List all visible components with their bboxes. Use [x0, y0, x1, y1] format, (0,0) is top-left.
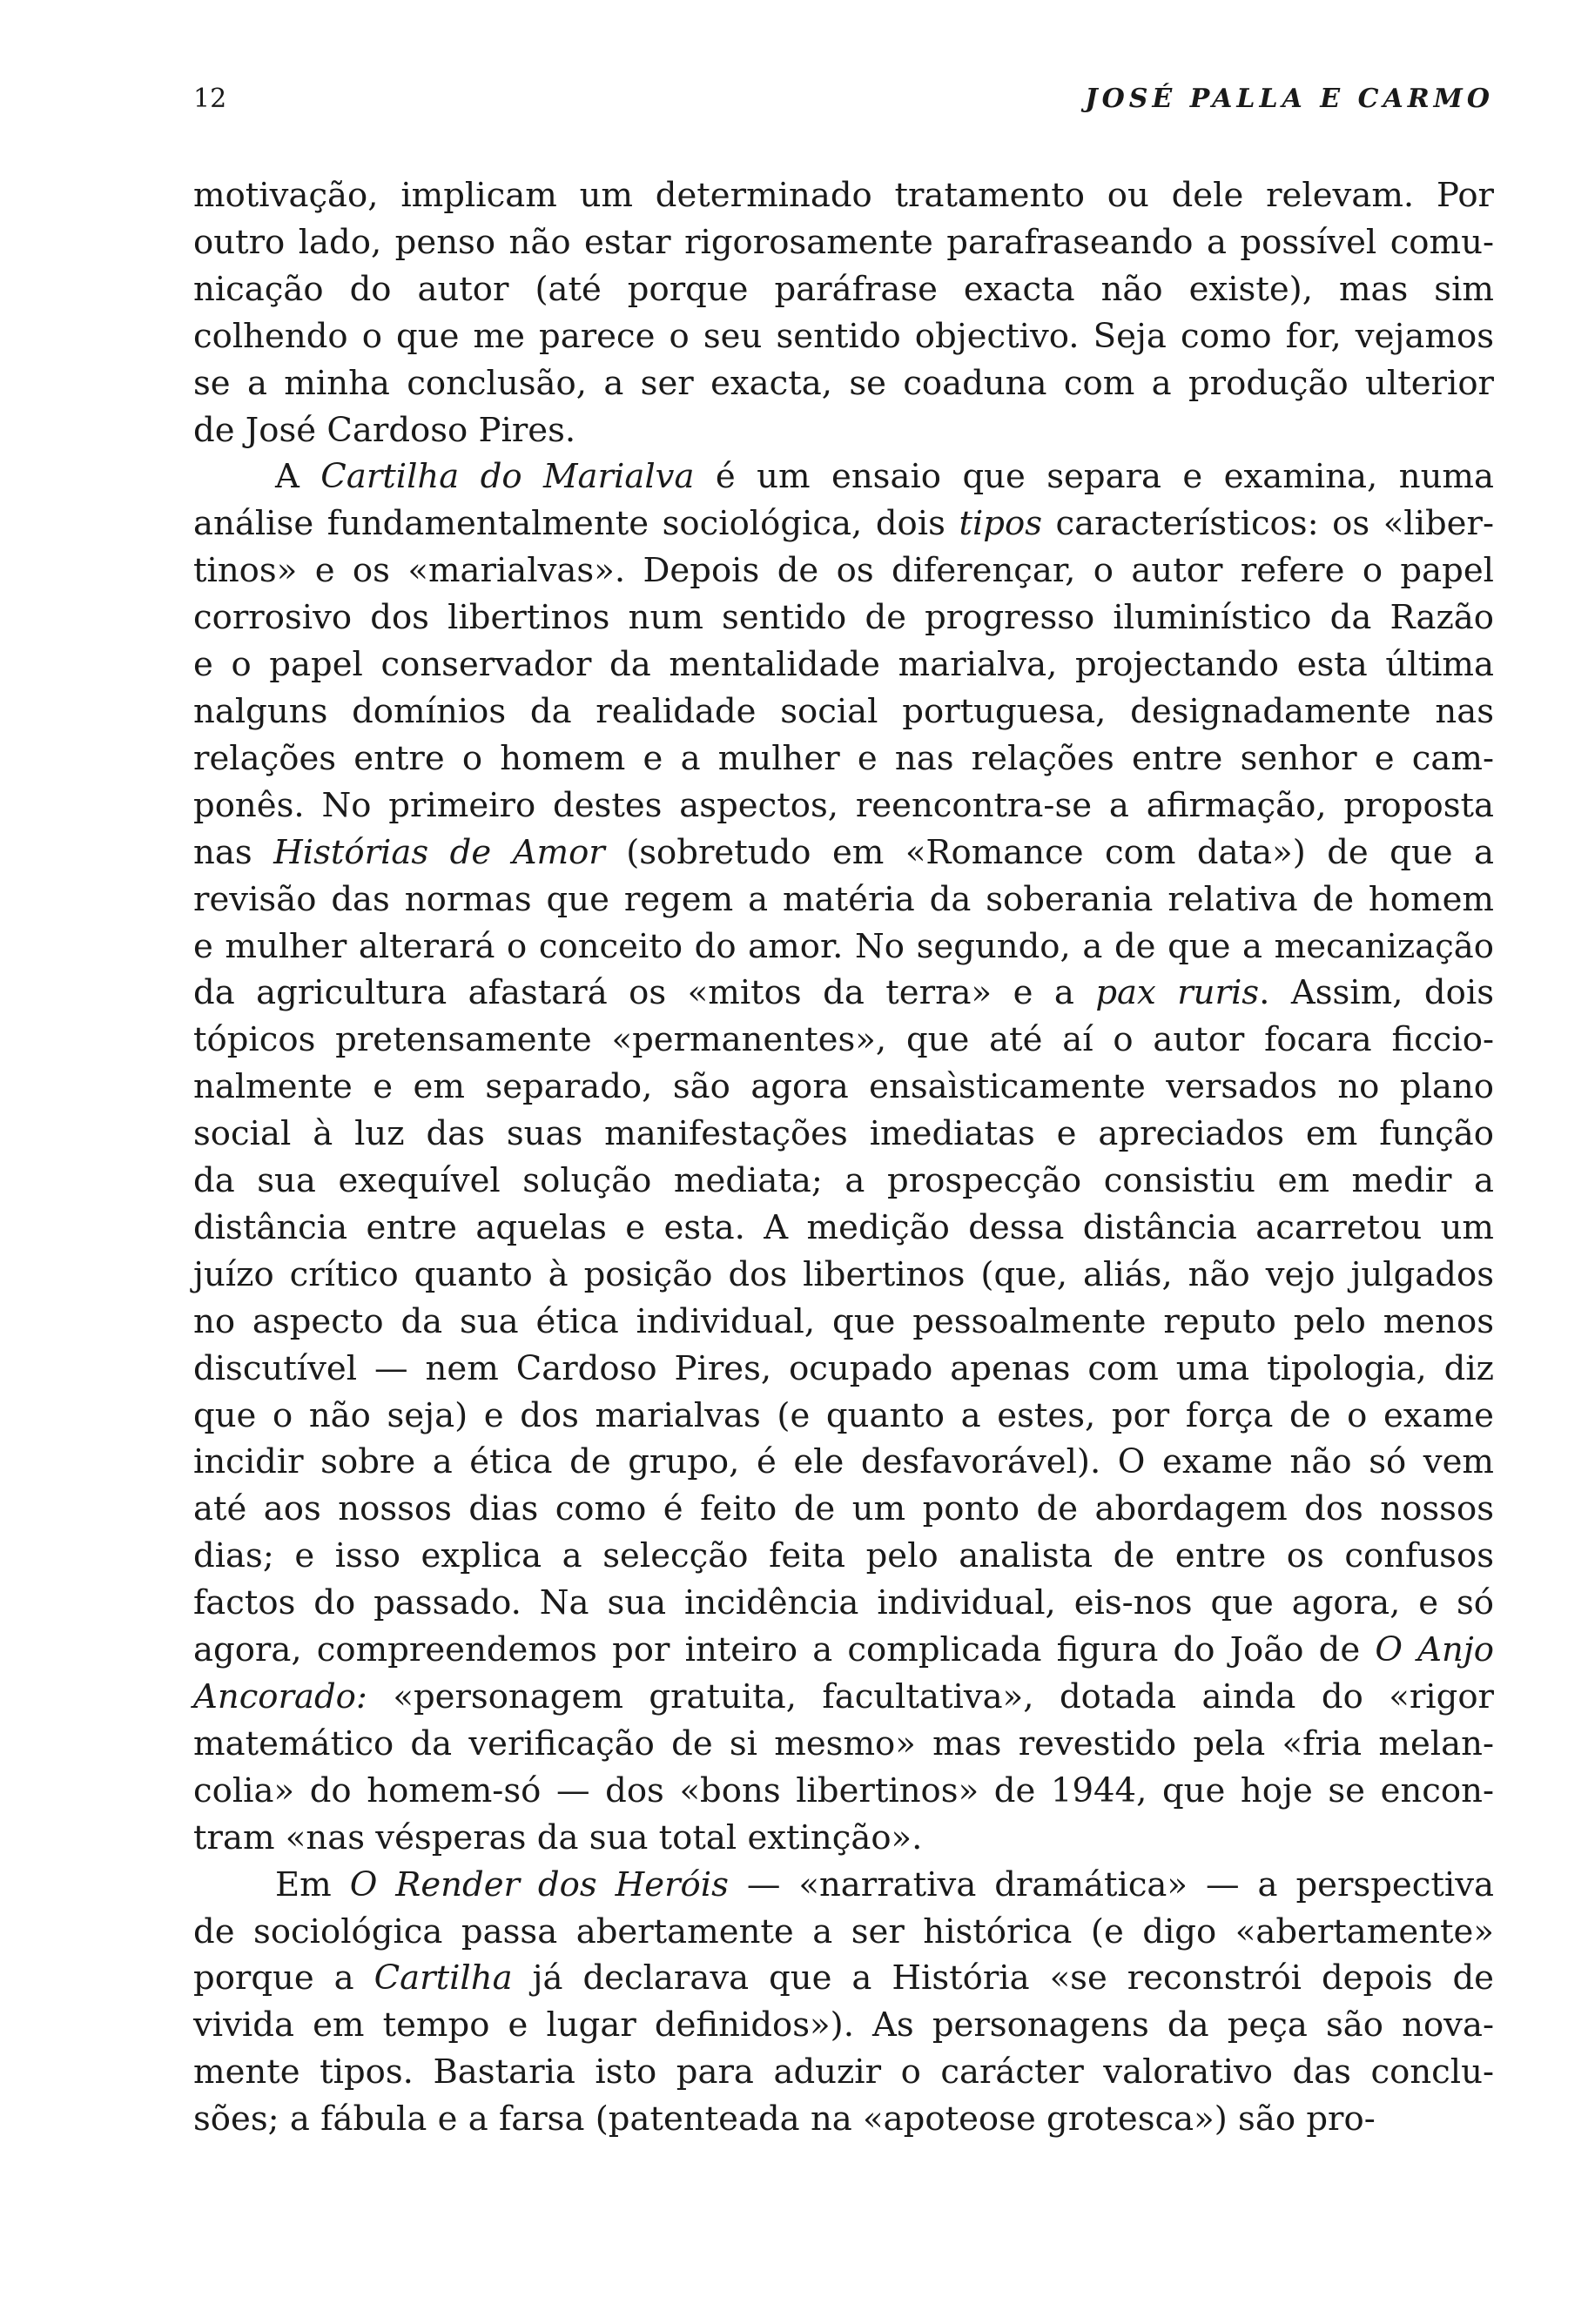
text-line: motivação, implicam um determinado tratamento ou dele relevam. Por — [193, 176, 1494, 215]
text-line: da agricultura afastará os «mitos da terra» e a pax ruris. Assim, dois — [193, 973, 1494, 1013]
running-head: JOSÉ PALLA E CARMO — [1085, 84, 1494, 114]
text-line: análise fundamentalmente sociológica, dois tipos característicos: os «liber- — [193, 504, 1494, 544]
paragraph-2 — [193, 453, 1494, 1861]
text-line: e o papel conservador da mentalidade marialva, projectando esta última — [193, 645, 1494, 685]
text-line: relações entre o homem e a mulher e nas relações entre senhor e cam- — [193, 738, 1494, 778]
text-line: nalguns domínios da realidade social portuguesa, designadamente nas — [193, 691, 1494, 731]
text-line: da sua exequível solução mediata; a prospecção consistiu em medir a — [193, 1161, 1494, 1201]
italic-title: tipos — [959, 504, 1042, 544]
italic-title: pax ruris — [1095, 973, 1260, 1013]
text-line: mente tipos. Bastaria isto para aduzir o carácter valorativo das conclu- — [193, 2052, 1494, 2092]
text-line: agora, compreendemos por inteiro a complicada figura do João de O Anjo — [193, 1630, 1494, 1670]
text-line: no aspecto da sua ética individual, que pessoalmente reputo pelo menos — [193, 1301, 1494, 1341]
text-line: colia» do homem-só — dos «bons libertinos» de 1944, que hoje se encon- — [193, 1770, 1494, 1810]
text-line: corrosivo dos libertinos num sentido de progresso iluminístico da Razão — [193, 598, 1494, 638]
text-line: tópicos pretensamente «permanentes», que até aí o autor focara ficcio- — [193, 1020, 1494, 1060]
text-line: discutível — nem Cardoso Pires, ocupado apenas com uma tipologia, diz — [193, 1348, 1494, 1388]
italic-title: Histórias de Amor — [273, 832, 605, 872]
text-line: dias; e isso explica a selecção feita pelo analista de entre os confusos — [193, 1536, 1494, 1576]
text-line: nas Histórias de Amor (sobretudo em «Romance com data») de que a — [193, 832, 1495, 872]
text-line: outro lado, penso não estar rigorosamente parafraseando a possível comu- — [193, 222, 1494, 262]
text-line: colhendo o que me parece o seu sentido objectivo. Seja como for, vejamos — [193, 316, 1494, 356]
text-line: incidir sobre a ética de grupo, é ele desfavorável). O exame não só vem — [193, 1442, 1494, 1482]
text-line: nicação do autor (até porque paráfrase exacta não existe), mas sim — [193, 269, 1494, 309]
text-line: e mulher alterará o conceito do amor. No segundo, a de que a mecanização — [193, 926, 1494, 966]
text-line: tinos» e os «marialvas». Depois de os diferençar, o autor refere o papel — [193, 551, 1494, 591]
italic-title: Ancorado: — [193, 1677, 367, 1716]
text-line: factos do passado. Na sua incidência individual, eis-nos que agora, e só — [193, 1583, 1494, 1623]
text-line: se a minha conclusão, a ser exacta, se coaduna com a produção ulterior — [193, 363, 1494, 403]
page-number: 12 — [193, 84, 227, 114]
text-line: de sociológica passa abertamente a ser histórica (e digo «abertamente» — [193, 1911, 1494, 1951]
text-line: de José Cardoso Pires. — [193, 410, 576, 450]
text-line: revisão das normas que regem a matéria da soberania relativa de homem — [193, 879, 1494, 919]
text-line: tram «nas vésperas da sua total extinção». — [193, 1817, 923, 1857]
text-line: nalmente e em separado, são agora ensaìsticamente versados no plano — [193, 1067, 1494, 1107]
italic-title: O Anjo — [1375, 1630, 1494, 1670]
text-line: até aos nossos dias como é feito de um ponto de abordagem dos nossos — [193, 1489, 1494, 1529]
text-line: ponês. No primeiro destes aspectos, reencontra-se a afirmação, proposta — [193, 785, 1494, 825]
text-line: vivida em tempo e lugar definidos»). As personagens da peça são nova- — [193, 2005, 1494, 2045]
text-line: juízo crítico quanto à posição dos libertinos (que, aliás, não vejo julgados — [193, 1254, 1494, 1294]
text-line: matemático da verificação de si mesmo» mas revestido pela «fria melan- — [193, 1723, 1494, 1763]
text-line: A Cartilha do Marialva é um ensaio que separa e examina, numa — [275, 457, 1494, 497]
body-text — [193, 172, 1494, 2143]
text-line: porque a Cartilha já declarava que a História «se reconstrói depois de — [193, 1958, 1494, 1998]
paragraph-3 — [193, 1862, 1494, 2143]
text-line: sões; a fábula e a farsa (patenteada na «apoteose grotesca») são pro- — [193, 2099, 1376, 2139]
paragraph-1 — [193, 172, 1494, 453]
text-line: social à luz das suas manifestações imediatas e apreciados em função — [193, 1114, 1494, 1154]
italic-title: Cartilha do Marialva — [320, 457, 695, 497]
text-line: Ancorado: «personagem gratuita, facultativa», dotada ainda do «rigor — [193, 1677, 1494, 1716]
text-line: distância entre aquelas e esta. A medição dessa distância acarretou um — [193, 1207, 1494, 1247]
italic-title: Cartilha — [373, 1958, 513, 1998]
text-line: que o não seja) e dos marialvas (e quanto a estes, por força de o exame — [193, 1395, 1494, 1435]
text-line: Em O Render dos Heróis — «narrativa dramática» — a perspectiva — [275, 1864, 1494, 1904]
italic-title: O Render dos Heróis — [349, 1864, 729, 1904]
